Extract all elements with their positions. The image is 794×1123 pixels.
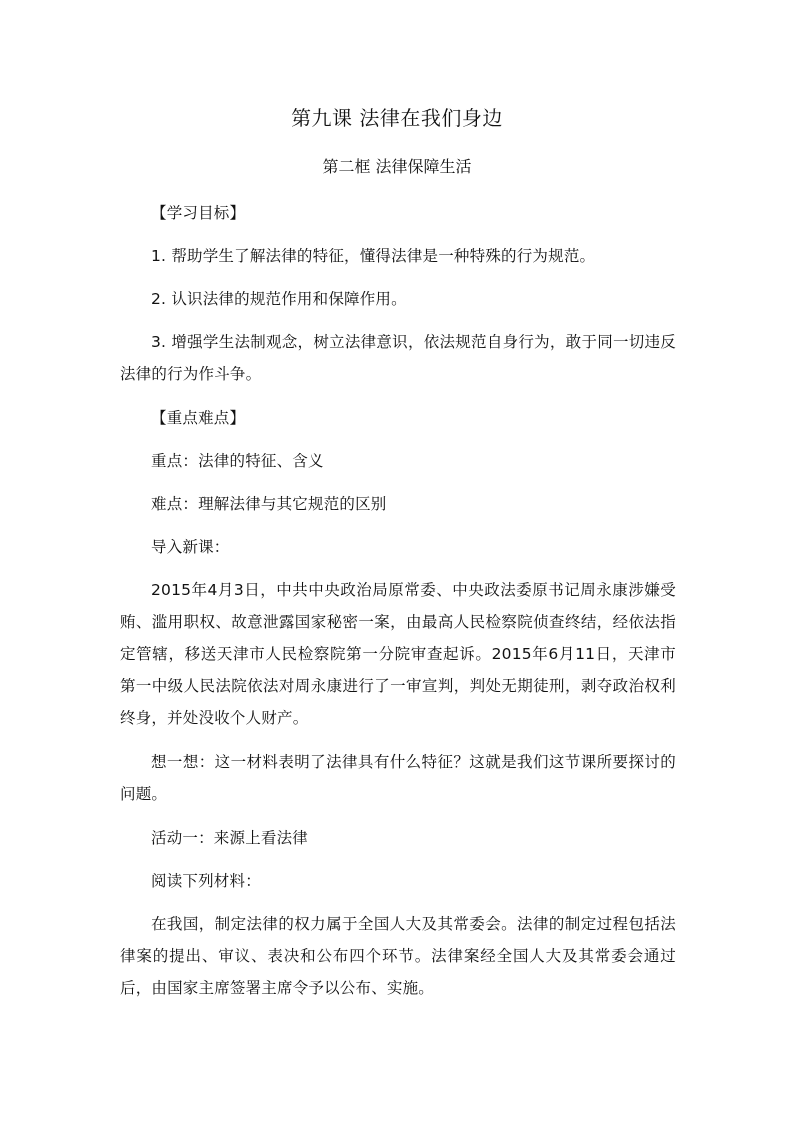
document-body	[120, 197, 676, 1016]
think-question-paragraph: 想一想：这一材料表明了法律具有什么特征？这就是我们这节课所要探讨的问题。	[120, 753, 676, 803]
lesson-intro-heading: 导入新课：	[151, 538, 230, 556]
goal-item-1: 1. 帮助学生了解法律的特征，懂得法律是一种特殊的行为规范。	[151, 247, 596, 265]
key-point: 重点：法律的特征、含义	[151, 452, 324, 470]
goal-item-2: 2. 认识法律的规范作用和保障作用。	[151, 290, 407, 308]
section-heading-key-points: 【重点难点】	[151, 409, 246, 427]
reading-instruction: 阅读下列材料：	[151, 872, 261, 890]
difficult-point: 难点：理解法律与其它规范的区别	[151, 495, 387, 513]
goal-item-3: 3. 增强学生法制观念，树立法律意识，依法规范自身行为，敢于同一切违反法律的行为作斗争。	[120, 333, 676, 383]
activity-one-heading: 活动一：来源上看法律	[151, 829, 309, 847]
section-heading-learning-goals: 【学习目标】	[151, 204, 246, 222]
law-making-material-paragraph: 在我国，制定法律的权力属于全国人大及其常委会。法律的制定过程包括法律案的提出、审议、表决和公布四个环节。法律案经全国人大及其常委会通过后，由国家主席签署主席令予以公布、实施。	[120, 915, 676, 997]
case-material-paragraph: 2015年4月3日，中共中央政治局原常委、中央政法委原书记周永康涉嫌受贿、滥用职权、故意泄露国家秘密一案，由最高人民检察院侦查终结，经依法指定管辖，移送天津市人民检察院第一分院审查起诉。2015年6月11日，天津市第一中级人民法院依法对周永康进行了一审宣判，判处无期徒刑，剥夺政治权利终身，并处没收个人财产。	[120, 581, 676, 727]
page-subtitle: 第二框 法律保障生活	[322, 157, 472, 176]
page-title: 第九课 法律在我们身边	[291, 106, 503, 130]
